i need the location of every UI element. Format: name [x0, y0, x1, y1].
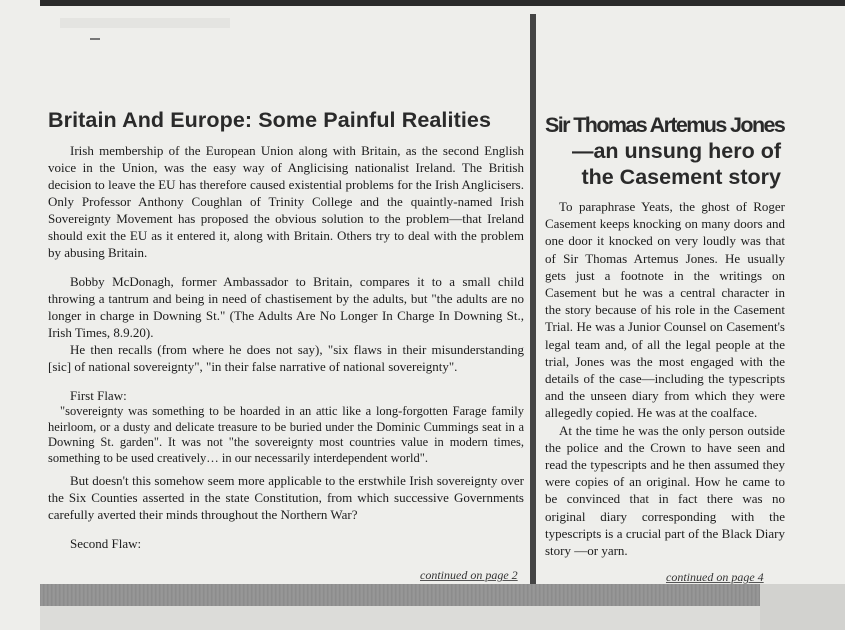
- page-corner-shadow: [760, 584, 845, 630]
- column-divider: [530, 14, 536, 586]
- left-paragraph-2: Bobby McDonagh, former Ambassador to Britain, compares it to a small child throwing a tantrum and being in need of chastisement by the adults, but "the adults are no longer in charge in Downing St." (The Adults Are No Longer In Charge In Downing St., Irish Times, 8.9.20).: [48, 274, 524, 340]
- top-border-bar: [40, 0, 845, 6]
- ink-mark: [90, 38, 100, 40]
- left-article: [48, 108, 524, 552]
- right-article-headline: [545, 112, 785, 190]
- right-continued-link[interactable]: continued on page 4: [666, 570, 764, 584]
- first-flaw-quote: "sovereignty was something to be hoarded in an attic like a long-forgotten Farage family heirloom, or a dusty and delicate treasure to be buried under the Dominic Cummings seat in a Downing St. garden". It was not "the sovereignty most countries value in modern times, something to be used creatively… in our necessarily interdependent world".: [48, 404, 524, 465]
- left-paragraph-1: Irish membership of the European Union along with Britain, as the second English voice in the Union, was the easy way of Anglicising nationalist Ireland. The British decision to leave the EU has therefore caused existential problems for the Irish Anglicisers. Only Professor Anthony Coughlan of Trinity College and the quaintly-named Irish Sovereignty Movement has proposed the obvious solution to the problem—that Ireland should exit the EU as it entered it, along with Britain. Others try to deal with the problem by abusing Britain.: [48, 143, 524, 260]
- first-flaw-label: First Flaw:: [70, 388, 127, 403]
- second-flaw-label: Second Flaw:: [70, 536, 142, 551]
- left-article-headline: Britain And Europe: Some Painful Realities: [48, 108, 492, 132]
- left-paragraph-3: He then recalls (from where he does not say), "six flaws in their misunderstanding [sic] of national sovereignty", "in their false narrative of national sovereignty".: [48, 342, 524, 374]
- bottom-gray-band: [40, 584, 770, 606]
- right-paragraph-1: To paraphrase Yeats, the ghost of Roger Casement keeps knocking on many doors and one door it knocked on very loudly was that of Sir Thomas Artemus Jones. He usually gets just a footnote in the writings on Casement but he was a central character in the story because of his role in the Casement Trial. He was a Junior Counsel on Casement's legal team and, of all the legal people at the trial, Jones was the most engaged with the details of the case—including the typescripts and the unseen diary from which they were allegedly copied. He was at the coalface.: [545, 199, 785, 421]
- left-paragraph-closing: But doesn't this somehow seem more applicable to the erstwhile Irish sovereignty over the Six Counties asserted in the state Constitution, from which successive Governments carefully averted their minds throughout the Northern War?: [48, 473, 524, 522]
- left-continued-link[interactable]: continued on page 2: [420, 568, 518, 582]
- right-headline-line-3: the Casement story: [581, 165, 781, 189]
- right-headline-line-2: —an unsung hero of: [571, 139, 781, 163]
- right-headline-line-1: Sir Thomas Artemus Jones: [545, 113, 785, 137]
- page-bottom-edge: [40, 606, 845, 630]
- right-article: [545, 112, 785, 559]
- right-paragraph-2: At the time he was the only person outside the police and the Crown to have seen and read the typescripts and he then assumed they were copies of an original. How he came to be convinced that in fact there was no original diary corresponding with the typescripts is a crucial part of the Black Diary story —or yarn.: [545, 422, 785, 559]
- faded-print-smudge: [60, 18, 230, 28]
